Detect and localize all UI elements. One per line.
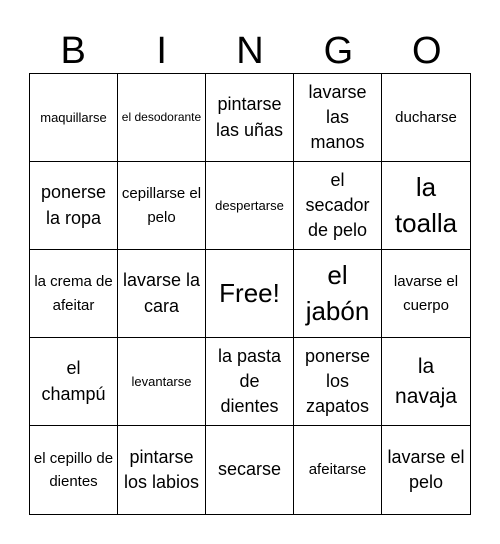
bingo-cell[interactable]: el cepillo de dientes [30,426,118,514]
free-space-cell[interactable]: Free! [206,250,294,338]
bingo-cell[interactable]: el jabón [294,250,382,338]
bingo-cell[interactable]: levantarse [118,338,206,426]
bingo-cell[interactable]: el secador de pelo [294,162,382,250]
bingo-cell[interactable]: la pasta de dientes [206,338,294,426]
bingo-cell[interactable]: la crema de afeitar [30,250,118,338]
bingo-cell[interactable]: el desodorante [118,74,206,162]
header-letter-b: B [60,30,86,72]
bingo-cell[interactable]: ducharse [382,74,470,162]
bingo-cell[interactable]: afeitarse [294,426,382,514]
bingo-cell[interactable]: ponerse la ropa [30,162,118,250]
bingo-cell[interactable]: pintarse las uñas [206,74,294,162]
bingo-header [29,28,471,74]
bingo-board [29,73,471,515]
bingo-cell[interactable]: lavarse las manos [294,74,382,162]
bingo-cell[interactable]: el champú [30,338,118,426]
header-letter-n: N [236,30,264,72]
bingo-cell[interactable]: cepillarse el pelo [118,162,206,250]
header-letter-o: O [412,30,442,72]
bingo-cell[interactable]: despertarse [206,162,294,250]
bingo-cell[interactable]: secarse [206,426,294,514]
bingo-cell[interactable]: la toalla [382,162,470,250]
header-letter-g: G [323,30,354,72]
bingo-cell[interactable]: pintarse los labios [118,426,206,514]
bingo-cell[interactable]: lavarse la cara [118,250,206,338]
bingo-cell[interactable]: maquillarse [30,74,118,162]
header-letter-i: I [156,30,167,72]
bingo-cell[interactable]: la navaja [382,338,470,426]
bingo-cell[interactable]: lavarse el cuerpo [382,250,470,338]
bingo-cell[interactable]: lavarse el pelo [387,446,465,492]
bingo-cell[interactable]: ponerse los zapatos [294,338,382,426]
